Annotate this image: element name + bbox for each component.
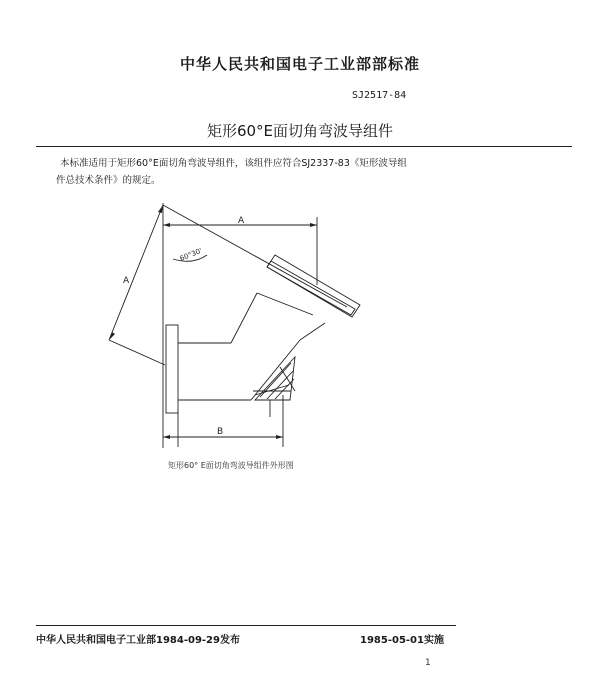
diagonal-dimension-line — [109, 205, 163, 340]
left-flange — [166, 325, 178, 413]
arrow-top-right — [310, 223, 317, 227]
figure-caption: 矩形60° E面切角弯波导组件外形图 — [168, 461, 294, 470]
arrow-bottom-left — [163, 435, 170, 439]
right-flange-inner — [267, 261, 355, 315]
label-a-top: A — [238, 216, 245, 226]
right-flange-outer — [267, 255, 360, 317]
label-a-left: A — [123, 276, 130, 286]
issue-statement: 中华人民共和国电子工业部1984-09-29发布 — [36, 635, 240, 646]
standard-code: SJ2517-84 — [352, 90, 407, 101]
arm-top-edge — [257, 293, 313, 315]
arrow-diag-top — [158, 205, 163, 213]
footer-divider — [36, 625, 456, 626]
header-divider — [36, 146, 572, 147]
waveguide-bend-drawing — [95, 195, 395, 460]
page-number: 1 — [425, 658, 431, 668]
arm-bottom-edge — [300, 323, 325, 340]
implementation-date: 1985-05-01实施 — [360, 635, 444, 646]
arrow-diag-bottom — [109, 332, 115, 340]
intro-paragraph — [56, 155, 446, 189]
intro-line-1: 本标准适用于矩形60°E面切角弯波导组件，该组件应符合SJ2337-83《矩形波导组 — [60, 158, 407, 169]
bend-inner-edge — [231, 293, 257, 343]
arrow-top-left — [163, 223, 170, 227]
label-b: B — [217, 427, 224, 437]
document-title: 矩形60°E面切角弯波导组件 — [206, 122, 394, 140]
organization-title: 中华人民共和国电子工业部部标准 — [179, 55, 420, 73]
arrow-bottom-right — [276, 435, 283, 439]
intro-line-2: 件总技术条件》的规定。 — [56, 175, 161, 186]
diagonal-extension-line — [109, 340, 165, 365]
angle-label: 60°30' — [178, 246, 204, 263]
